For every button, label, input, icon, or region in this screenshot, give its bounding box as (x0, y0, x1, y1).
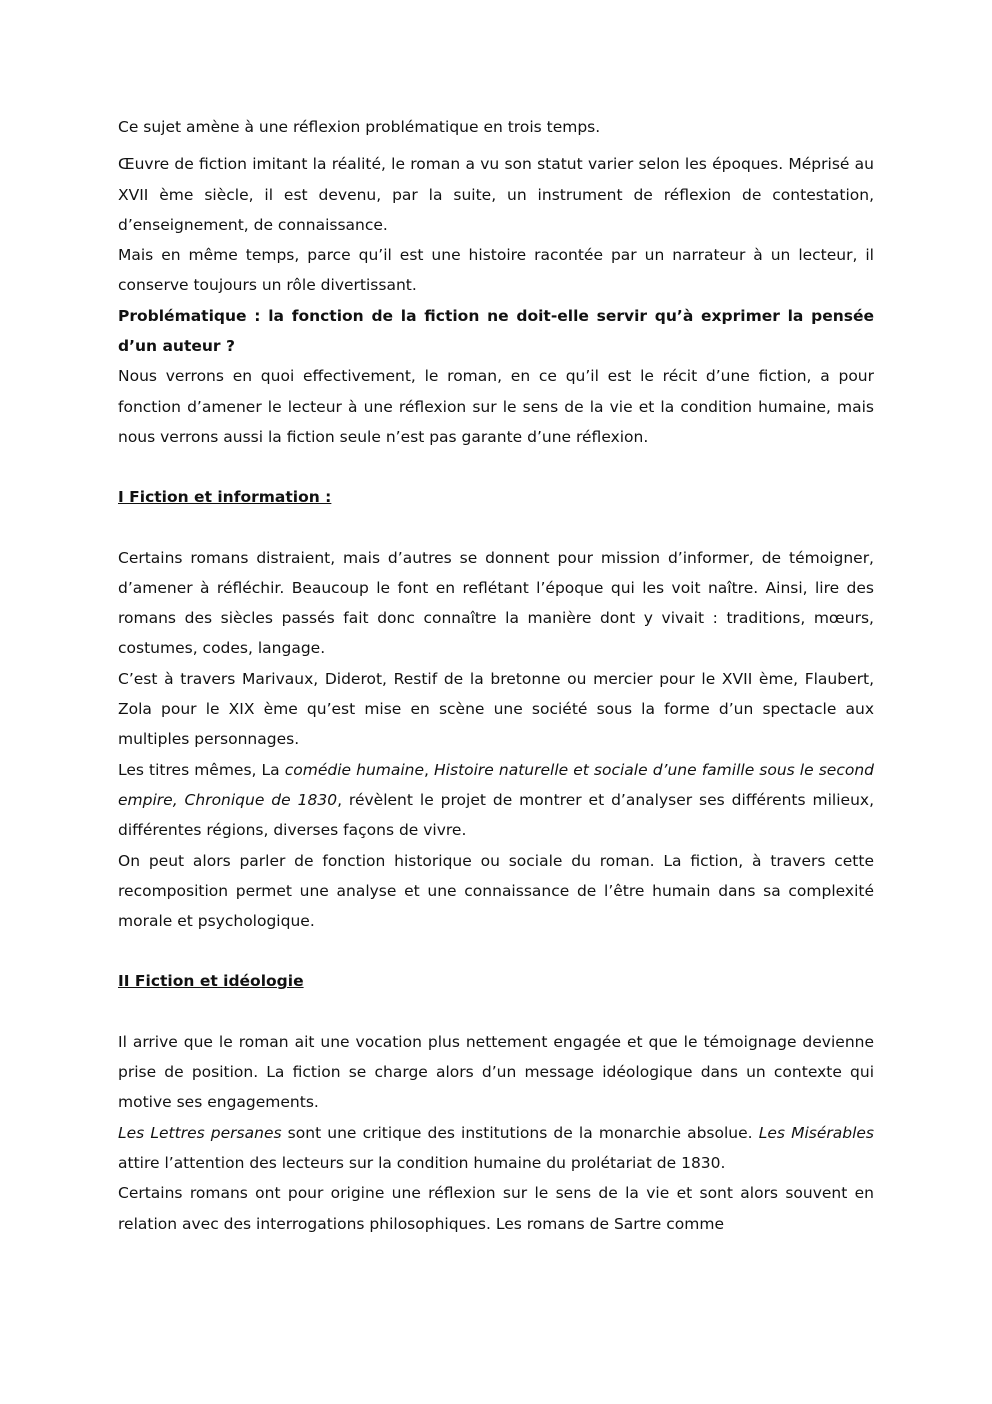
intro-paragraph-2: Œuvre de fiction imitant la réalité, le roman a vu son statut varier selon les époques. Méprisé au XVII ème siècle, il est devenu, par la suite, un instrument de réflexion de contestation, d’enseignement, de connaissance. (118, 155, 874, 234)
section-2-paragraph-3: Certains romans ont pour origine une réflexion sur le sens de la vie et sont alors souvent en relation avec des interrogations philosophiques. Les romans de Sartre comme (118, 1184, 874, 1233)
text-run: attire l’attention des lecteurs sur la condition humaine du prolétariat de 1830. (118, 1153, 726, 1172)
section-1-paragraph-1: Certains romans distraient, mais d’autres se donnent pour mission d’informer, de témoigner, d’amener à réfléchir. Beaucoup le font en reflétant l’époque qui les voit naître. Ainsi, lire des romans des siècles passés fait donc connaître la manière dont y vivait : traditions, mœurs, costumes, codes, langage. (118, 548, 874, 658)
text-run: , révèlent le projet de montrer et d’analyser ses différents milieux, différentes régions, diverses façons de vivre. (118, 790, 874, 840)
section-1-paragraph-4: On peut alors parler de fonction historique ou sociale du roman. La fiction, à travers cette recomposition permet une analyse et une connaissance de l’être humain dans sa complexité morale et psychologique. (118, 851, 874, 931)
text-run: Les titres mêmes, La (118, 760, 285, 779)
section-2-heading: II Fiction et idéologie (118, 972, 304, 991)
section-1-paragraph-3 (118, 755, 874, 846)
section-1-paragraph-2: C’est à travers Marivaux, Diderot, Restif de la bretonne ou mercier pour le XVII ème, Flaubert, Zola pour le XIX ème qu’est mise en scène une société sous la forme d’un spectacle aux multiples personnages. (118, 669, 874, 749)
section-1-heading: I Fiction et information : (118, 488, 332, 507)
intro-paragraph-3: Mais en même temps, parce qu’il est une histoire racontée par un narrateur à un lecteur, il conserve toujours un rôle divertissant. (118, 246, 874, 295)
text-run: , (424, 760, 435, 779)
book-title: Les Lettres persanes (118, 1123, 282, 1142)
section-2-paragraph-1: Il arrive que le roman ait une vocation plus nettement engagée et que le témoignage devienne prise de position. La fiction se charge alors d’un message idéologique dans un contexte qui motive ses engagements. (118, 1032, 874, 1112)
book-title: Les Misérables (758, 1123, 875, 1142)
problematique: Problématique : la fonction de la fiction ne doit-elle servir qu’à exprimer la pensée d’un auteur ? (118, 306, 874, 356)
section-2-paragraph-2 (118, 1118, 874, 1179)
document-page (118, 112, 874, 1239)
intro-paragraph-4: Nous verrons en quoi effectivement, le roman, en ce qu’il est le récit d’une fiction, a pour fonction d’amener le lecteur à une réflexion sur le sens de la vie et la condition humaine, mais nous verrons aussi la fiction seule n’est pas garante d’une réflexion. (118, 367, 874, 446)
book-title: comédie humaine (284, 760, 425, 779)
intro-paragraph-1: Ce sujet amène à une réflexion problématique en trois temps. (118, 118, 601, 136)
text-run: sont une critique des institutions de la monarchie absolue. (281, 1123, 759, 1142)
book-title: Histoire naturelle et sociale d’une famille sous le second empire, Chronique de 1830 (118, 760, 874, 809)
